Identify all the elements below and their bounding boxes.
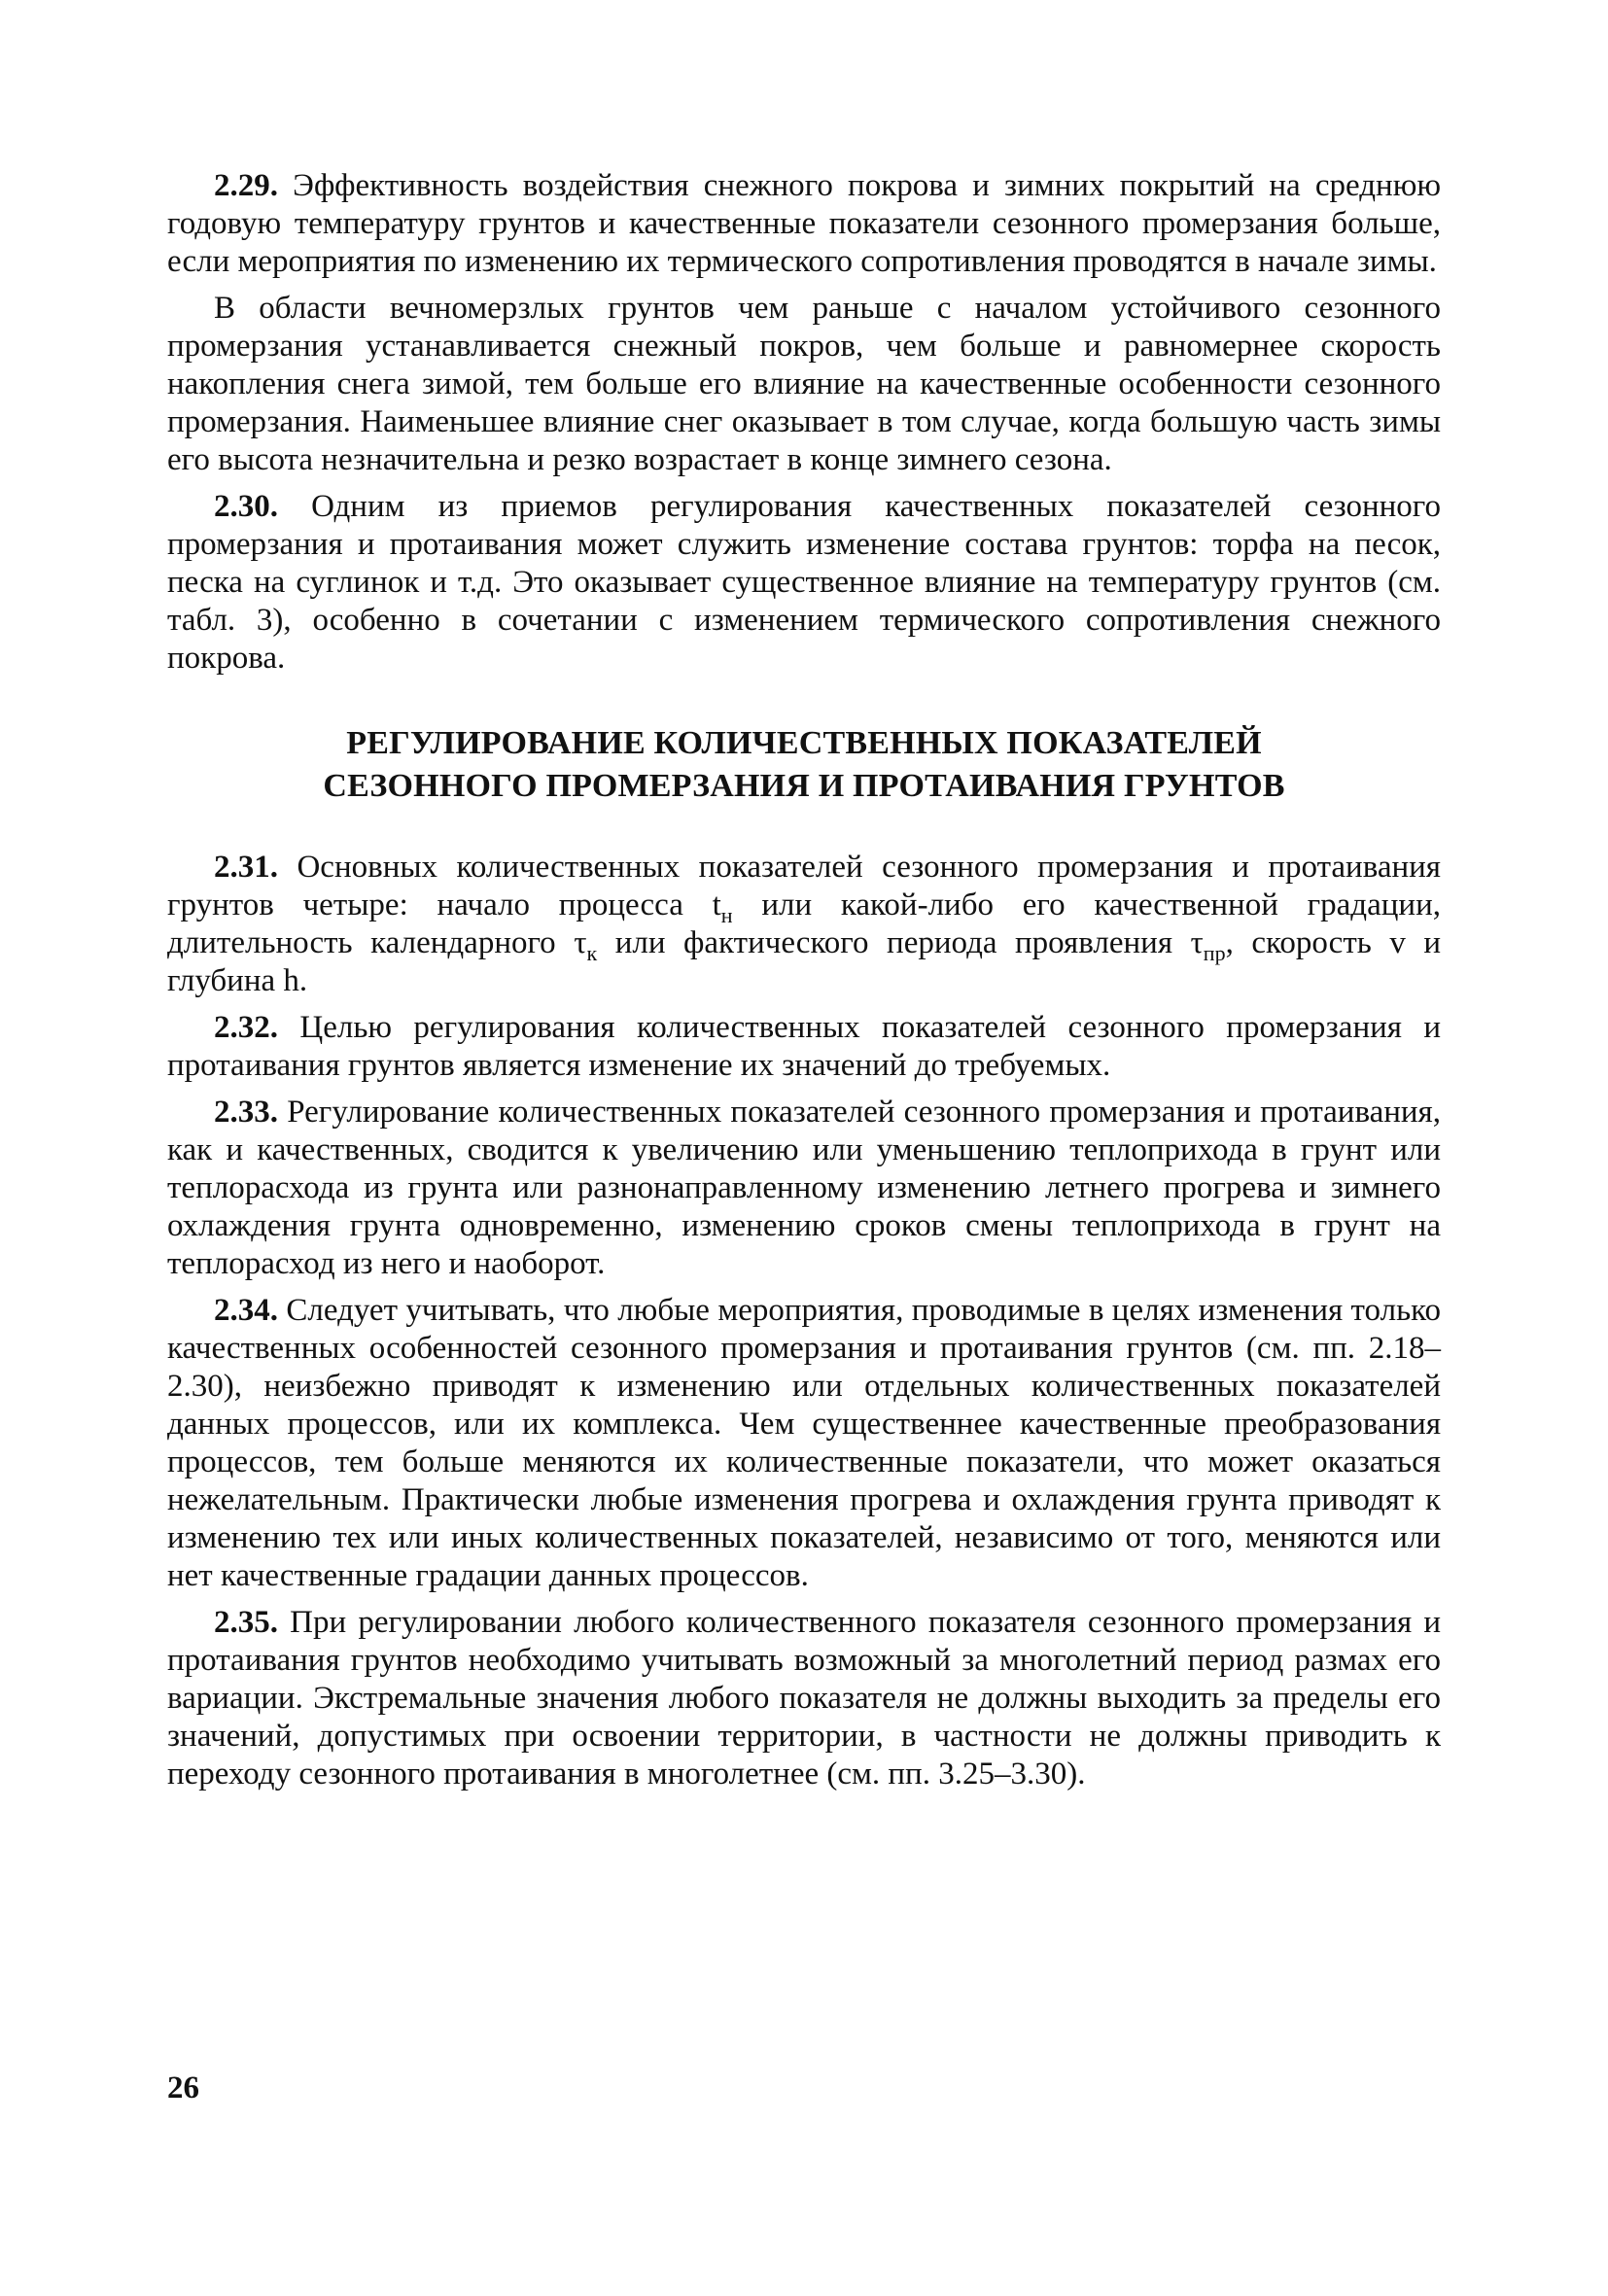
paragraph-text: Следует учитывать, что любые мероприятия, проводимые в целях изменения только качественных особенностей сезонного промерзания и протаивания грунтов (см. пп. 2.18–2.30), неизбежно приводят к изменению или отдельных количественных показателей данных процессов, или их комплекса. Чем существеннее качественные преобразования процессов, тем больше меняются их количественные показатели, что может оказаться нежелательным. Практически любые изменения прогрева и охлаждения грунта приводят к изменению тех или иных количественных показателей, независимо от того, меняются или нет качественные градации данных процессов. <box>167 1293 1441 1593</box>
paragraph-2-29 <box>167 167 1441 281</box>
subscript-calendar: к <box>586 941 598 965</box>
section-heading-line-1: РЕГУЛИРОВАНИЕ КОЛИЧЕСТВЕННЫХ ПОКАЗАТЕЛЕЙ <box>346 725 1262 761</box>
section-heading-line-2: СЕЗОННОГО ПРОМЕРЗАНИЯ И ПРОТАИВАНИЯ ГРУНТОВ <box>323 768 1285 804</box>
paragraph-number: 2.30. <box>214 489 278 524</box>
paragraph-text: Одним из приемов регулирования качественных показателей сезонного промерзания и протаивания может служить изменение состава грунтов: торфа на песок, песка на суглинок и т.д. Это оказывает существенное влияние на температуру грунтов (см. табл. 3), особенно в сочетании с изменением термического сопротивления снежного покрова. <box>167 489 1441 676</box>
paragraph-2-31 <box>167 849 1441 1000</box>
paragraph-number: 2.32. <box>214 1010 278 1045</box>
paragraph-text: Целью регулирования количественных показателей сезонного промерзания и протаивания грунтов является изменение их значений до требуемых. <box>167 1010 1441 1083</box>
paragraph-text: В области вечномерзлых грунтов чем раньше с началом устойчивого сезонного промерзания устанавливается снежный покров, чем больше и равномернее скорость накопления снега зимой, тем больше его влияние на качественные особенности сезонного промерзания. Наименьшее влияние снег оказывает в том случае, когда большую часть зимы его высота незначительна и резко возрастает в конце зимнего сезона. <box>167 291 1441 477</box>
paragraph-number: 2.33. <box>214 1095 278 1130</box>
paragraph-number: 2.29. <box>214 168 278 203</box>
section-heading <box>167 722 1441 808</box>
document-page <box>167 167 1441 2209</box>
paragraph-text: Эффективность воздействия снежного покрова и зимних покрытий на среднюю годовую температуру грунтов и качественные показатели сезонного промерзания больше, если мероприятия по изменению их термического сопротивления проводятся в начале зимы. <box>167 168 1441 279</box>
paragraph-2-30 <box>167 488 1441 678</box>
page-number: 26 <box>167 2070 199 2105</box>
paragraph-text: Основных количественных показателей сезонного промерзания и протаивания грунтов четыре: начало процесса t <box>167 850 1441 922</box>
paragraph-text: , скорость v и глубина h. <box>167 925 1442 998</box>
paragraph-number: 2.35. <box>214 1605 278 1640</box>
paragraph-number: 2.31. <box>214 850 278 885</box>
paragraph-2-29-continued <box>167 290 1441 479</box>
subscript-actual: пр <box>1203 941 1226 965</box>
paragraph-number: 2.34. <box>214 1293 278 1328</box>
paragraph-2-35 <box>167 1604 1441 1793</box>
paragraph-text: или какой-либо его качественной градации, длительность календарного τ <box>167 887 1441 960</box>
paragraph-text: Регулирование количественных показателей сезонного промерзания и протаивания, как и качественных, сводится к увеличению или уменьшению теплоприхода в грунт или теплорасхода из грунта или разнонаправленному изменению летнего прогрева и зимнего охлаждения грунта одновременно, изменению сроков смены теплоприхода в грунт на теплорасход из него и наоборот. <box>167 1095 1441 1281</box>
paragraph-2-32 <box>167 1009 1441 1085</box>
paragraph-text: или фактического периода проявления τ <box>597 925 1204 960</box>
subscript-start: н <box>720 903 733 927</box>
paragraph-2-33 <box>167 1094 1441 1283</box>
paragraph-text: При регулировании любого количественного показателя сезонного промерзания и протаивания грунтов необходимо учитывать возможный за многолетний период размах его вариации. Экстремальные значения любого показателя не должны выходить за пределы его значений, допустимых при освоении территории, в частности не должны приводить к переходу сезонного протаивания в многолетнее (см. пп. 3.25–3.30). <box>167 1605 1441 1792</box>
paragraph-2-34 <box>167 1292 1441 1595</box>
